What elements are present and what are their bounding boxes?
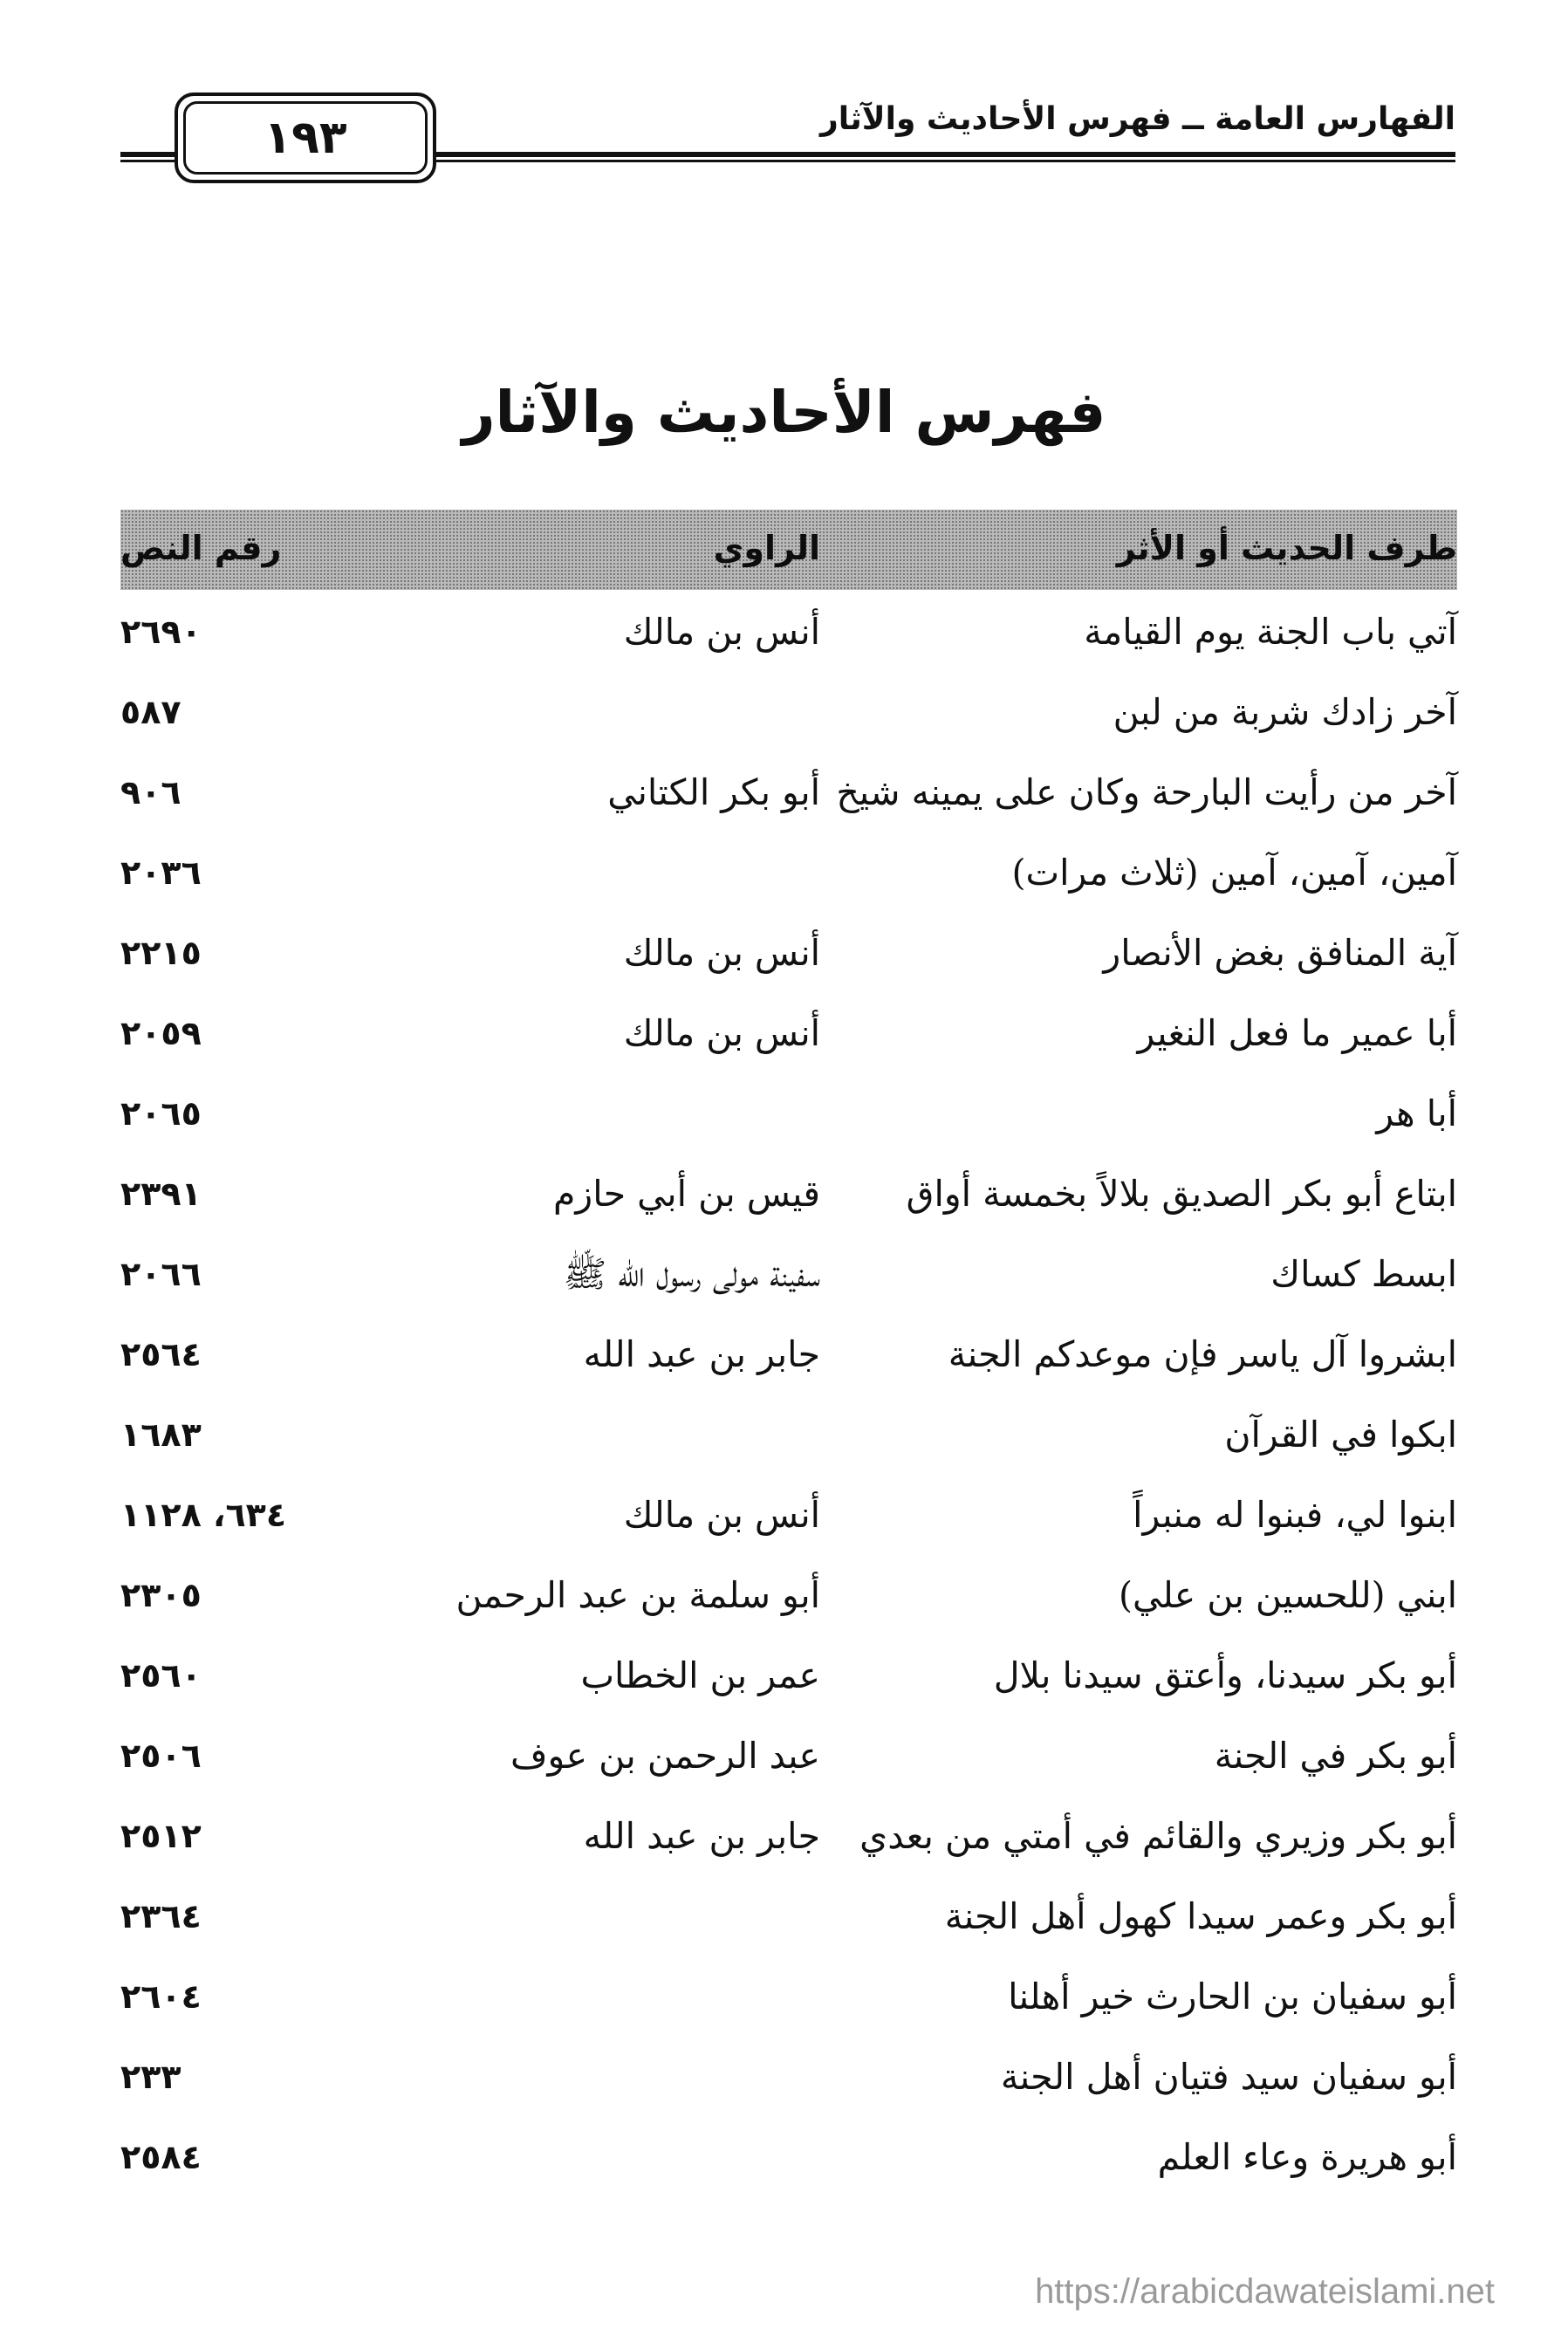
narrator-cell: أنس بن مالك bbox=[623, 1494, 820, 1536]
number-cell: ٢٢١٥ bbox=[120, 934, 202, 972]
number-cell: ٢٥٨٤ bbox=[120, 2138, 202, 2176]
number-cell: ٢٣٠٥ bbox=[120, 1576, 202, 1614]
table-row bbox=[120, 991, 1457, 1072]
hadith-cell: أبو بكر وزيري والقائم في أمتي من بعدي bbox=[859, 1815, 1457, 1857]
narrator-cell: أنس بن مالك bbox=[623, 611, 820, 653]
number-cell: ٢٦٩٠ bbox=[120, 613, 202, 651]
running-title: الفهارس العامة ــ فهرس الأحاديث والآثار bbox=[820, 101, 1455, 137]
table-row bbox=[120, 1232, 1457, 1312]
narrator-cell: سفينة مولى رسول الله ﷺ bbox=[563, 1253, 820, 1295]
hadith-cell: ابسط كساك bbox=[1270, 1253, 1457, 1295]
table-row bbox=[120, 1312, 1457, 1393]
table-row bbox=[120, 590, 1457, 670]
narrator-cell: أنس بن مالك bbox=[623, 1012, 820, 1054]
hadith-cell: آمين، آمين، آمين (ثلاث مرات) bbox=[1011, 852, 1457, 894]
hadith-cell: آية المنافق بغض الأنصار bbox=[1103, 932, 1457, 974]
table-row bbox=[120, 911, 1457, 991]
hadith-cell: أبو هريرة وعاء العلم bbox=[1157, 2136, 1457, 2178]
hadith-cell: أبا عمير ما فعل النغير bbox=[1137, 1012, 1457, 1054]
table-row bbox=[120, 1152, 1457, 1232]
column-header-hadith: طرف الحديث أو الأثر bbox=[1116, 529, 1457, 567]
page-number-box bbox=[175, 92, 436, 183]
table-row bbox=[120, 1955, 1457, 2035]
column-header-narrator: الراوي bbox=[713, 529, 820, 567]
running-header bbox=[120, 87, 1455, 192]
table-row bbox=[120, 1553, 1457, 1634]
page-title: فهرس الأحاديث والآثار bbox=[462, 379, 1106, 446]
hadith-cell: أبو بكر في الجنة bbox=[1214, 1735, 1457, 1777]
number-cell: ٢٦٠٤ bbox=[120, 1977, 202, 2016]
column-header-number: رقم النص bbox=[120, 529, 282, 567]
narrator-cell: أبو سلمة بن عبد الرحمن bbox=[455, 1574, 820, 1616]
table-row bbox=[120, 2035, 1457, 2115]
number-cell: ٢٣٩١ bbox=[120, 1175, 202, 1213]
number-cell: ٢٣٣ bbox=[120, 2058, 181, 2096]
number-cell: ٢٠٣٦ bbox=[120, 853, 202, 892]
number-cell: ٥٨٧ bbox=[120, 693, 181, 731]
number-cell: ٦٣٤، ١١٢٨ bbox=[120, 1496, 287, 1534]
hadith-cell: أبو سفيان بن الحارث خير أهلنا bbox=[1008, 1976, 1457, 2017]
narrator-cell: أنس بن مالك bbox=[623, 932, 820, 974]
number-cell: ٢٣٦٤ bbox=[120, 1897, 202, 1935]
hadith-cell: ابتاع أبو بكر الصديق بلالاً بخمسة أواق bbox=[906, 1173, 1457, 1215]
hadith-cell: ابكوا في القرآن bbox=[1224, 1414, 1457, 1456]
table-header bbox=[120, 510, 1457, 590]
number-cell: ٢٥٦٠ bbox=[120, 1656, 202, 1695]
narrator-cell: عمر بن الخطاب bbox=[580, 1654, 820, 1696]
number-cell: ٢٠٥٩ bbox=[120, 1014, 202, 1052]
number-cell: ٢٥١٢ bbox=[120, 1817, 202, 1855]
watermark-url: https://arabicdawateislami.net bbox=[1035, 2272, 1495, 2311]
hadith-cell: ابشروا آل ياسر فإن موعدكم الجنة bbox=[948, 1333, 1457, 1375]
table-row bbox=[120, 1473, 1457, 1553]
number-cell: ٢٥٠٦ bbox=[120, 1737, 202, 1775]
page-number: ١٩٣ bbox=[183, 101, 428, 175]
hadith-cell: أبو سفيان سيد فتيان أهل الجنة bbox=[1000, 2056, 1457, 2098]
table-row bbox=[120, 2115, 1457, 2196]
table-row bbox=[120, 1794, 1457, 1874]
number-cell: ٢٠٦٦ bbox=[120, 1255, 202, 1293]
hadith-cell: آخر زادك شربة من لبن bbox=[1113, 691, 1457, 733]
hadith-cell: ابني (للحسين بن علي) bbox=[1119, 1574, 1457, 1616]
number-cell: ٢٠٦٥ bbox=[120, 1094, 202, 1133]
hadith-cell: آخر من رأيت البارحة وكان على يمينه شيخ bbox=[836, 771, 1457, 813]
hadith-cell: أبا هر bbox=[1376, 1093, 1457, 1134]
table-row bbox=[120, 1714, 1457, 1794]
narrator-cell: قيس بن أبي حازم bbox=[553, 1173, 820, 1215]
number-cell: ٢٥٦٤ bbox=[120, 1335, 202, 1374]
number-cell: ١٦٨٣ bbox=[120, 1415, 202, 1454]
table-row bbox=[120, 1072, 1457, 1152]
narrator-cell: جابر بن عبد الله bbox=[583, 1333, 820, 1375]
table-row bbox=[120, 1874, 1457, 1955]
table-row bbox=[120, 1634, 1457, 1714]
hadith-cell: ابنوا لي، فبنوا له منبراً bbox=[1133, 1494, 1457, 1536]
table-row bbox=[120, 831, 1457, 911]
narrator-cell: جابر بن عبد الله bbox=[583, 1815, 820, 1857]
hadith-cell: أبو بكر وعمر سيدا كهول أهل الجنة bbox=[944, 1895, 1457, 1937]
table-row bbox=[120, 750, 1457, 831]
hadith-index-table bbox=[120, 510, 1457, 2196]
narrator-cell: أبو بكر الكتاني bbox=[607, 771, 820, 813]
number-cell: ٩٠٦ bbox=[120, 773, 181, 812]
hadith-cell: أبو بكر سيدنا، وأعتق سيدنا بلال bbox=[993, 1654, 1457, 1696]
table-row bbox=[120, 1393, 1457, 1473]
hadith-cell: آتي باب الجنة يوم القيامة bbox=[1084, 611, 1457, 653]
narrator-cell: عبد الرحمن بن عوف bbox=[510, 1735, 820, 1777]
table-row bbox=[120, 670, 1457, 750]
